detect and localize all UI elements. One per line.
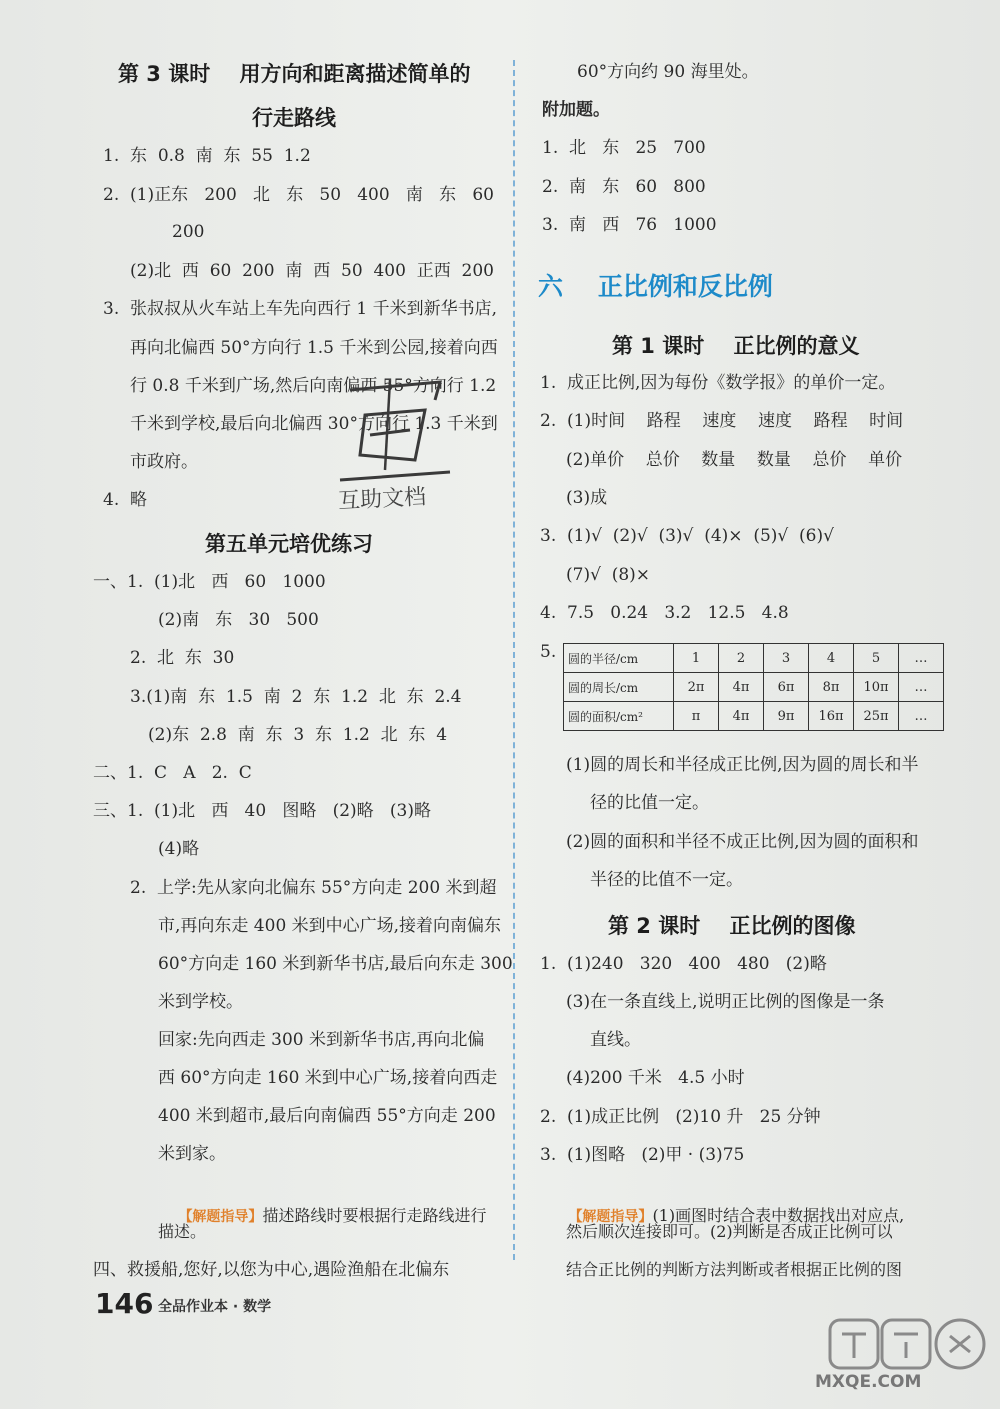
lesson1-title: 第 1 课时 正比例的意义 <box>612 334 860 358</box>
table-cell: … <box>899 673 944 702</box>
answer-line: 2. 北 东 30 <box>130 648 235 668</box>
table-row <box>564 702 944 731</box>
answer-line: 2. (1)正东 200 北 东 50 400 南 东 60 <box>103 185 494 205</box>
answer-line: 市政府。 <box>130 452 198 472</box>
table-cell: 16π <box>809 702 854 731</box>
answer-line: 直线。 <box>590 1030 641 1050</box>
answer-line: 西 60°方向走 160 米到中心广场,接着向西走 <box>158 1068 498 1088</box>
table-cell: 25π <box>854 702 899 731</box>
answer-line: 径的比值一定。 <box>590 793 709 813</box>
answer-line: 2. 南 东 60 800 <box>542 177 706 197</box>
table-cell: 10π <box>854 673 899 702</box>
hint-tag: 【解题指导】 <box>568 1209 653 1225</box>
answer-line: 再向北偏西 50°方向行 1.5 千米到公园,接着向西 <box>130 338 498 358</box>
answer-line: (3)在一条直线上,说明正比例的图像是一条 <box>566 992 885 1012</box>
table-cell: 4 <box>809 644 854 673</box>
hint-text: (1)画图时结合表中数据找出对应点, <box>652 1206 905 1225</box>
table-cell: 8π <box>809 673 854 702</box>
lesson3-title-line1: 第 3 课时 用方向和距离描述简单的 <box>118 62 471 86</box>
table-cell: … <box>899 702 944 731</box>
table-cell: 3 <box>764 644 809 673</box>
book-name: 全品作业本 · 数学 <box>158 1299 272 1315</box>
answer-line: 3. 南 西 76 1000 <box>542 215 717 235</box>
table-cell: … <box>899 644 944 673</box>
answer-line: 行 0.8 千米到广场,然后向南偏西 55°方向行 1.2 <box>130 376 497 396</box>
answer-line: 200 <box>172 222 205 242</box>
table-cell: 6π <box>764 673 809 702</box>
answer-line: 400 米到超市,最后向南偏西 55°方向走 200 <box>158 1106 496 1126</box>
answer-line: (2)南 东 30 500 <box>158 610 319 630</box>
table-cell: π <box>674 702 719 731</box>
answer-line: 3. (1)√ (2)√ (3)√ (4)× (5)√ (6)√ <box>540 526 834 546</box>
answer-line: (4)略 <box>158 839 200 859</box>
answer-line: 米到学校。 <box>158 992 243 1012</box>
answer-line: 1. 东 0.8 南 东 55 1.2 <box>103 146 311 166</box>
answer-line: 千米到学校,最后向北偏西 30°方向行 1.3 千米到 <box>130 414 498 434</box>
lesson2-title: 第 2 课时 正比例的图像 <box>608 914 856 938</box>
answer-line: 60°方向走 160 米到新华书店,最后向东走 300 <box>158 954 513 974</box>
answer-line: 2. (1)时间 路程 速度 速度 路程 时间 <box>540 411 904 431</box>
watermark-text: MXQE.COM <box>815 1372 922 1392</box>
answer-line: 5. <box>540 642 557 662</box>
answer-line: 四、救援船,您好,以您为中心,遇险渔船在北偏东 <box>93 1260 450 1280</box>
answer-line: 一、1. (1)北 西 60 1000 <box>93 572 326 592</box>
answer-line: (2)圆的面积和半径不成正比例,因为圆的面积和 <box>566 832 919 852</box>
table-cell: 2π <box>674 673 719 702</box>
hint-text: 描述路线时要根据行走路线进行 <box>262 1206 487 1225</box>
answer-line: 米到家。 <box>158 1144 226 1164</box>
answer-line: 3.(1)南 东 1.5 南 2 东 1.2 北 东 2.4 <box>130 687 462 707</box>
answer-line: 回家:先向西走 300 米到新华书店,再向北偏 <box>158 1030 485 1050</box>
hint-text: 然后顺次连接即可。(2)判断是否成正比例可以 <box>566 1222 893 1241</box>
answer-line: (4)200 千米 4.5 小时 <box>566 1068 745 1088</box>
table-row <box>564 644 944 673</box>
unit5-title: 第五单元培优练习 <box>205 532 373 556</box>
answer-line: 4. 7.5 0.24 3.2 12.5 4.8 <box>540 603 789 623</box>
table-row-header: 圆的半径/cm <box>564 644 674 673</box>
answer-line: 3. (1)图略 (2)甲 · (3)75 <box>540 1145 745 1165</box>
circle-table <box>563 643 944 731</box>
table-row <box>564 673 944 702</box>
answer-line: 60°方向约 90 海里处。 <box>577 62 759 82</box>
table-row-header: 圆的周长/cm <box>564 673 674 702</box>
answer-line: 附加题。 <box>542 100 610 120</box>
answer-line: (1)圆的周长和半径成正比例,因为圆的周长和半 <box>566 755 919 775</box>
answer-line: 4. 略 <box>103 490 148 510</box>
answer-line: (2)北 西 60 200 南 西 50 400 正西 200 <box>130 261 494 281</box>
table-cell: 5 <box>854 644 899 673</box>
table-cell: 4π <box>719 702 764 731</box>
answer-line: 三、1. (1)北 西 40 图略 (2)略 (3)略 <box>93 801 431 821</box>
table-cell: 4π <box>719 673 764 702</box>
answer-line: 2. (1)成正比例 (2)10 升 25 分钟 <box>540 1107 821 1127</box>
page-number: 146 <box>95 1287 154 1320</box>
answer-line: 二、1. C A 2. C <box>93 763 252 783</box>
answer-line: 2. 上学:先从家向北偏东 55°方向走 200 米到超 <box>130 878 497 898</box>
lesson3-title-line2: 行走路线 <box>252 106 336 130</box>
table-cell: 9π <box>764 702 809 731</box>
table-row-header: 圆的面积/cm² <box>564 702 674 731</box>
hint-text: 描述。 <box>158 1222 207 1241</box>
answer-line: (2)单价 总价 数量 数量 总价 单价 <box>566 450 903 470</box>
answer-line: (7)√ (8)× <box>566 565 651 585</box>
hint-tag: 【解题指导】 <box>178 1209 263 1225</box>
answer-line: 1. (1)240 320 400 480 (2)略 <box>540 954 827 974</box>
answer-line: 3. 张叔叔从火车站上车先向西行 1 千米到新华书店, <box>103 299 498 319</box>
column-divider <box>513 60 515 1260</box>
answer-line: 半径的比值不一定。 <box>590 870 743 890</box>
answer-line: (3)成 <box>566 488 608 508</box>
table-cell: 1 <box>674 644 719 673</box>
answer-line: (2)东 2.8 南 东 3 东 1.2 北 东 4 <box>148 725 448 745</box>
answer-line: 1. 成正比例,因为每份《数学报》的单价一定。 <box>540 373 896 393</box>
hint-text: 结合正比例的判断方法判断或者根据正比例的图 <box>566 1260 903 1279</box>
table-cell: 2 <box>719 644 764 673</box>
answer-line: 1. 北 东 25 700 <box>542 138 706 158</box>
unit6-title: 六 正比例和反比例 <box>538 272 773 301</box>
stamp-text: 互助文档 <box>337 484 427 515</box>
answer-line: 市,再向东走 400 米到中心广场,接着向南偏东 <box>158 916 502 936</box>
